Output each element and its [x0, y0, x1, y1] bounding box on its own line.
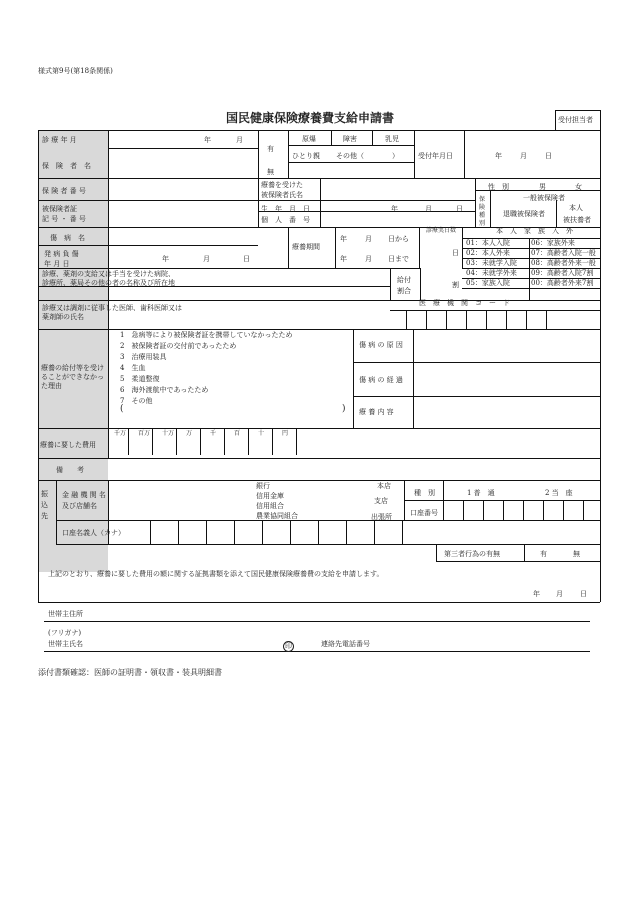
gender-female[interactable]: 女 — [575, 183, 582, 191]
received-date-label: 受付年月日 — [418, 152, 453, 160]
benefit-rate-unit: 割 — [452, 281, 459, 289]
period-day-1: 日から — [388, 235, 409, 243]
grid-line — [406, 310, 407, 329]
grid-line — [506, 310, 507, 329]
opt-nyuji[interactable]: 乳児 — [385, 135, 399, 143]
period-year-2: 年 — [340, 255, 347, 263]
grid-line — [402, 520, 403, 544]
grid-line — [331, 130, 332, 145]
grid-line — [108, 148, 258, 149]
disease-label: 傷 病 名 — [50, 234, 85, 242]
reason-item[interactable]: 1 急病等により被保険者証を携帯していなかったため — [120, 331, 293, 339]
grid-line — [543, 500, 544, 520]
insurer-name-label: 保 険 者 名 — [42, 162, 91, 170]
grid-line — [258, 130, 259, 178]
declaration-text: 上記のとおり、療養に要した費用の額に関する証拠書類を添えて国民健康保険療養費の支給を申請します。 — [48, 570, 384, 578]
grid-line — [466, 310, 467, 329]
grid-line — [555, 110, 600, 111]
grid-line — [248, 428, 249, 455]
form-number: 様式第9号(第18条関係) — [38, 67, 113, 75]
grid-line — [462, 288, 600, 289]
grid-line — [443, 500, 444, 520]
grid-line — [486, 310, 487, 329]
ins-dependent[interactable]: 被扶養者 — [563, 216, 591, 224]
grid-line — [288, 130, 289, 178]
acct-kind-2[interactable]: 2 当 座 — [545, 489, 573, 497]
grid-line — [420, 268, 421, 300]
family-code[interactable]: 05：家族入院 — [466, 279, 510, 287]
grid-line — [414, 130, 415, 178]
reason-item[interactable]: 7 その他 — [120, 397, 153, 405]
grid-line — [176, 428, 177, 455]
grid-line — [38, 200, 258, 201]
grid-line — [555, 110, 556, 130]
birth-day: 日 — [456, 205, 463, 213]
reason-item[interactable]: 2 被保険者証の交付前であったため — [120, 342, 237, 350]
grid-line — [38, 268, 420, 269]
grid-line — [38, 329, 600, 330]
personal-no-label: 個 人 番 号 — [261, 216, 310, 224]
grid-line — [38, 458, 600, 459]
nashi-mark[interactable]: 無 — [267, 168, 274, 176]
grid-line — [38, 300, 600, 301]
grid-line — [563, 500, 564, 520]
grid-line — [483, 500, 484, 520]
grid-line — [290, 520, 291, 544]
third-party-label: 第三者行為の有無 — [444, 550, 500, 558]
grid-line — [38, 178, 600, 179]
grid-line — [224, 428, 225, 455]
doctor-label: 診療又は調剤に従事した医師、歯科医師又は薬剤師の氏名 — [42, 304, 182, 321]
period-day-2: 日まで — [388, 255, 409, 263]
grid-line — [463, 500, 464, 520]
grid-line — [178, 520, 179, 544]
acct-kind-label: 種 別 — [414, 489, 435, 497]
decl-day: 日 — [580, 590, 587, 598]
insurer-number-label: 保 険 者 番 号 — [42, 187, 86, 195]
grid-line — [335, 227, 336, 268]
grid-line — [318, 520, 319, 544]
grid-line — [272, 428, 273, 455]
remarks-label: 備 考 — [56, 466, 84, 474]
grid-line — [44, 621, 590, 622]
grid-line — [150, 520, 151, 544]
grid-line — [262, 520, 263, 544]
grid-line — [38, 602, 600, 603]
family-code[interactable]: 04：未就学外来 — [466, 269, 517, 277]
opt-genbaku[interactable]: 原爆 — [302, 135, 316, 143]
grid-line — [353, 329, 354, 428]
grid-line — [38, 130, 600, 131]
grid-line — [390, 268, 391, 300]
received-month: 月 — [520, 152, 527, 160]
grid-line — [128, 428, 129, 455]
third-party-yes[interactable]: 有 — [540, 550, 547, 558]
branch-type-3[interactable]: 出張所 — [371, 513, 392, 521]
gender-male[interactable]: 男 — [539, 183, 546, 191]
cause-label: 傷 病 の 原 因 — [359, 341, 403, 349]
bank-label: 金 融 機 関 名 — [62, 491, 106, 499]
decl-month: 月 — [556, 590, 563, 598]
hospital-label: 診療、薬剤の支給又は手当を受けた病院、診療所、薬局その他の者の名称及び所在地 — [42, 270, 175, 287]
cost-label: 療養に要した費用 — [40, 441, 96, 449]
opt-hitori[interactable]: ひとり親 — [292, 152, 320, 160]
grid-line — [56, 544, 600, 545]
grid-line — [38, 428, 600, 429]
benefit-rate-label: 給付 — [397, 276, 411, 284]
grid-line — [475, 178, 476, 227]
family-code[interactable]: 06：家族外来 — [531, 239, 575, 247]
period-year-1: 年 — [340, 235, 347, 243]
onset-day: 日 — [243, 255, 250, 263]
content-label: 療 養 内 容 — [359, 408, 394, 416]
grid-line — [200, 428, 201, 455]
onset-label-2: 年 月 日 — [44, 260, 70, 268]
treat-month: 月 — [236, 136, 243, 144]
grid-line — [446, 310, 447, 329]
cost-unit: 十 — [258, 430, 265, 437]
birth-month: 月 — [425, 205, 432, 213]
ins-self[interactable]: 本人 — [569, 204, 583, 212]
onset-label: 発 病 負 傷 — [44, 250, 79, 258]
seal-mark: 印 — [285, 642, 292, 650]
course-label: 傷 病 の 経 過 — [359, 376, 403, 384]
opt-shogai[interactable]: 障害 — [343, 135, 357, 143]
family-code[interactable]: 00：高齢者外来7割 — [531, 279, 594, 287]
grid-line — [390, 310, 600, 311]
cost-unit: 十万 — [162, 430, 175, 437]
grid-line — [234, 520, 235, 544]
grid-line — [38, 480, 600, 481]
grid-line — [346, 520, 347, 544]
onset-year: 年 — [162, 255, 169, 263]
grid-line — [206, 520, 207, 544]
grid-line — [108, 428, 109, 458]
days-unit: 日 — [452, 249, 459, 257]
received-day: 日 — [545, 152, 552, 160]
reason-item[interactable]: 5 柔道整復 — [120, 375, 160, 383]
yu-mark[interactable]: 有 — [267, 145, 274, 153]
grid-line — [523, 500, 524, 520]
bracket-open: ( — [120, 404, 124, 414]
ins-retired[interactable]: 退職被保険者 — [503, 210, 545, 218]
cost-unit: 円 — [282, 430, 289, 437]
grid-line — [524, 544, 525, 561]
bank-label-2: 及び店舗名 — [62, 502, 97, 510]
acct-holder-label: 口座名義人（カナ） — [62, 529, 125, 537]
grid-line — [600, 130, 601, 602]
reason-item[interactable]: 4 生血 — [120, 364, 146, 372]
cost-unit: 百万 — [138, 430, 151, 437]
bank-type-4[interactable]: 農業協同組合 — [256, 512, 298, 520]
grid-line — [320, 178, 321, 227]
family-code[interactable]: 08：高齢者外来一般 — [531, 259, 596, 267]
cost-unit: 百 — [234, 430, 241, 437]
reason-item[interactable]: 3 治療用装具 — [120, 353, 167, 361]
head-name-label: 世帯主氏名 — [48, 640, 83, 648]
grid-line — [426, 310, 427, 329]
grid-line — [583, 500, 584, 520]
third-party-no[interactable]: 無 — [573, 550, 580, 558]
grid-line — [436, 544, 437, 561]
grid-line — [600, 110, 601, 130]
form-title: 国民健康保険療養費支給申請書 — [226, 111, 395, 125]
patient-name-label-2: 被保険者氏名 — [261, 191, 303, 199]
grid-line — [413, 329, 414, 428]
birth-label: 生 年 月 日 — [261, 205, 310, 213]
onset-month: 月 — [203, 255, 210, 263]
grid-line — [372, 130, 373, 145]
branch-type-1[interactable]: 本店 — [377, 482, 391, 490]
grid-line — [419, 227, 420, 268]
period-month-2: 月 — [365, 255, 372, 263]
received-year: 年 — [495, 152, 502, 160]
family-code[interactable]: 02：本人外来 — [466, 249, 510, 257]
grid-line — [108, 329, 109, 428]
grid-line — [38, 245, 258, 246]
grid-line — [258, 178, 259, 227]
family-header: 本 人 家 族 入 外 — [496, 227, 573, 235]
grid-line — [288, 145, 414, 146]
insurance-type-label: 保険種別 — [479, 196, 486, 227]
bank-type-3[interactable]: 信用組合 — [256, 502, 284, 510]
cost-unit: 千 — [210, 430, 217, 437]
grid-line — [404, 500, 600, 501]
transfer-label: 振込先 — [41, 490, 48, 520]
patient-name-label: 療養を受けた — [261, 181, 303, 189]
head-address-label: 世帯主住所 — [48, 610, 83, 618]
reason-item[interactable]: 6 海外渡航中であったため — [120, 386, 209, 394]
period-month-1: 月 — [365, 235, 372, 243]
grid-line — [526, 310, 527, 329]
grid-line — [374, 520, 375, 544]
grid-line — [353, 396, 600, 397]
grid-line — [152, 428, 153, 455]
reception-label: 受付担当者 — [558, 116, 593, 124]
bank-type-1[interactable]: 銀行 — [256, 482, 270, 490]
bank-type-2[interactable]: 信用金庫 — [256, 492, 284, 500]
family-code[interactable]: 01：本人入院 — [466, 239, 510, 247]
reason-label: 療養の給付等を受けることができなかった理由 — [41, 364, 104, 390]
grid-line — [296, 428, 297, 455]
decl-year: 年 — [533, 590, 540, 598]
grid-line — [464, 130, 465, 178]
grid-line — [503, 500, 504, 520]
grid-line — [56, 520, 57, 544]
grid-line — [546, 310, 547, 329]
treat-month-label: 診 療 年 月 — [42, 136, 77, 144]
bracket-close: ) — [342, 404, 346, 414]
branch-type-2[interactable]: 支店 — [374, 497, 388, 505]
cost-unit: 千万 — [114, 430, 127, 437]
furigana-label: (フリガナ) — [48, 629, 82, 637]
grid-line — [353, 362, 600, 363]
inst-code-label: 医 療 機 関 コ ー ド — [419, 299, 510, 307]
attachments-note: 添付書類確認：医師の証明書・領収書・装具明細書 — [38, 668, 222, 677]
grid-line — [288, 227, 289, 268]
days-label: 診療実日数 — [426, 227, 457, 234]
period-label: 療養期間 — [292, 243, 320, 251]
grid-line — [56, 520, 600, 521]
ins-general[interactable]: 一般被保険者 — [523, 194, 565, 202]
gender-label: 性 別 — [488, 183, 509, 191]
opt-sonota[interactable]: その他（ ） — [336, 152, 399, 160]
grid-line — [490, 190, 491, 227]
acct-no-label: 口座番号 — [410, 509, 438, 517]
treat-year: 年 — [204, 136, 211, 144]
family-code[interactable]: 09：高齢者入院7割 — [531, 269, 594, 277]
grid-line — [436, 561, 600, 562]
insured-cert-label: 被保険者証 — [42, 205, 77, 213]
grid-line — [44, 651, 590, 652]
birth-year: 年 — [391, 205, 398, 213]
grid-line — [556, 200, 557, 227]
cost-unit: 万 — [186, 430, 193, 437]
phone-label: 連絡先電話番号 — [321, 640, 370, 648]
insured-cert-label-2: 記 号 ・ 番 号 — [42, 215, 86, 223]
acct-kind-1[interactable]: 1 普 通 — [467, 489, 495, 497]
family-code[interactable]: 07：高齢者入院一般 — [531, 249, 596, 257]
grid-line — [258, 200, 475, 201]
benefit-rate-label-2: 割合 — [397, 287, 411, 295]
family-code[interactable]: 03：未就学入院 — [466, 259, 517, 267]
grid-line — [288, 162, 414, 163]
